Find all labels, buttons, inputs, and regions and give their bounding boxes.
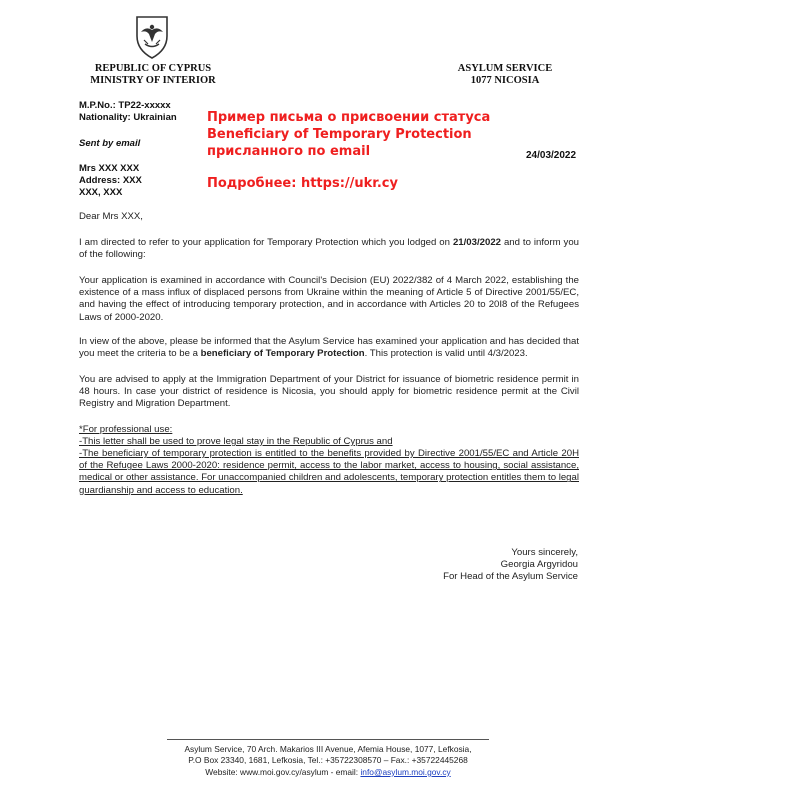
- mp-number: M.P.No.: TP22-xxxxx: [79, 100, 171, 111]
- paragraph-4: You are advised to apply at the Immigration Department of your District for issuance of biometric residence permit in 48 hours. In case your district of residence is Nicosia, you should apply for biometric residence permit at the Civil Registry and Migration Department.: [79, 374, 579, 410]
- footer-divider: [167, 739, 489, 740]
- paragraph-3-text-a: In view of the above, please be informed that the Asylum Service has examined your application and has decided that you meet the criteria to be a: [79, 336, 579, 360]
- paragraph-2: Your application is examined in accordance with Council's Decision (EU) 2022/382 of 4 March 2022, establishing the existence of a mass influx of displaced persons from Ukraine within the meaning of Article 5 of Directive 2001/55/EC, and having the effect of introducing temporary protection, and in accordance with Articles 20 to 20I8 of the Refugees Laws of 2000-2020.: [79, 275, 579, 323]
- paragraph-1-text-c: and to inform you of the following:: [79, 237, 579, 261]
- signatory-title: For Head of the Asylum Service: [443, 571, 578, 583]
- recipient-address: Address: XXX: [79, 175, 142, 186]
- overlay-more-link[interactable]: Подробнее: https://ukr.cy: [207, 176, 398, 191]
- overlay-line-2: Beneficiary of Temporary Protection: [207, 127, 472, 142]
- nationality: Nationality: Ukrainian: [79, 112, 177, 123]
- recipient-name: Mrs XXX XXX: [79, 163, 140, 174]
- cyprus-coat-of-arms-icon: [131, 14, 173, 60]
- footer-address: Asylum Service, 70 Arch. Makarios III Avenue, Afemia House, 1077, Lefkosia,: [184, 744, 472, 754]
- paragraph-1-text-a: I am directed to refer to your application for Temporary Protection which you lodged on: [79, 237, 453, 248]
- overlay-line-3: присланного по email: [207, 144, 371, 159]
- closing: Yours sincerely,: [511, 547, 578, 558]
- signatory-name: Georgia Argyridou: [500, 559, 578, 571]
- letter-date: 24/03/2022: [526, 150, 577, 161]
- paragraph-3-text-c: . This protection is valid until 4/3/2023.: [364, 348, 528, 360]
- sent-by-email: Sent by email: [79, 138, 141, 149]
- recipient-city: XXX, XXX: [79, 187, 123, 198]
- footer: [150, 744, 506, 778]
- header-service-city: 1077 NICOSIA: [470, 75, 540, 86]
- footer-email-link[interactable]: info@asylum.moi.gov.cy: [360, 766, 451, 777]
- application-date: 21/03/2022: [452, 237, 501, 248]
- header-service: [440, 63, 570, 87]
- paragraph-3: [79, 336, 579, 360]
- note-item-2: -The beneficiary of temporary protection is entitled to the benefits provided by Directive 2001/55/EC and Article 20H of the Refugee Laws 2000-2020: residence permit, access to the labor market, access to housing, social assistance, medical or other assistance. For unaccompanied children and adolescents, temporary protection entitles them to legal guardianship and access to education.: [79, 448, 579, 496]
- note-item-1: -This letter shall be used to prove legal stay in the Republic of Cyprus and: [79, 436, 393, 447]
- footer-website: Website: www.moi.gov.cy/asylum - email:: [205, 766, 361, 777]
- protection-status: beneficiary of Temporary Protection: [200, 348, 365, 360]
- header-country: REPUBLIC OF CYPRUS: [94, 63, 212, 74]
- note-title: *For professional use:: [79, 424, 173, 435]
- footer-contact: P.O Box 23340, 1681, Lefkosia, Tel.: +35722308570 – Fax.: +35722445268: [188, 755, 468, 766]
- footer-web: [150, 767, 506, 778]
- header-ministry-name: MINISTRY OF INTERIOR: [90, 75, 216, 86]
- overlay-line-1: Пример письма о присвоении статуса: [207, 110, 491, 125]
- header-ministry: [82, 63, 224, 87]
- salutation: Dear Mrs XXX,: [79, 211, 143, 222]
- paragraph-1: [79, 237, 579, 261]
- signature-block: [430, 547, 578, 584]
- header-service-name: ASYLUM SERVICE: [457, 63, 553, 74]
